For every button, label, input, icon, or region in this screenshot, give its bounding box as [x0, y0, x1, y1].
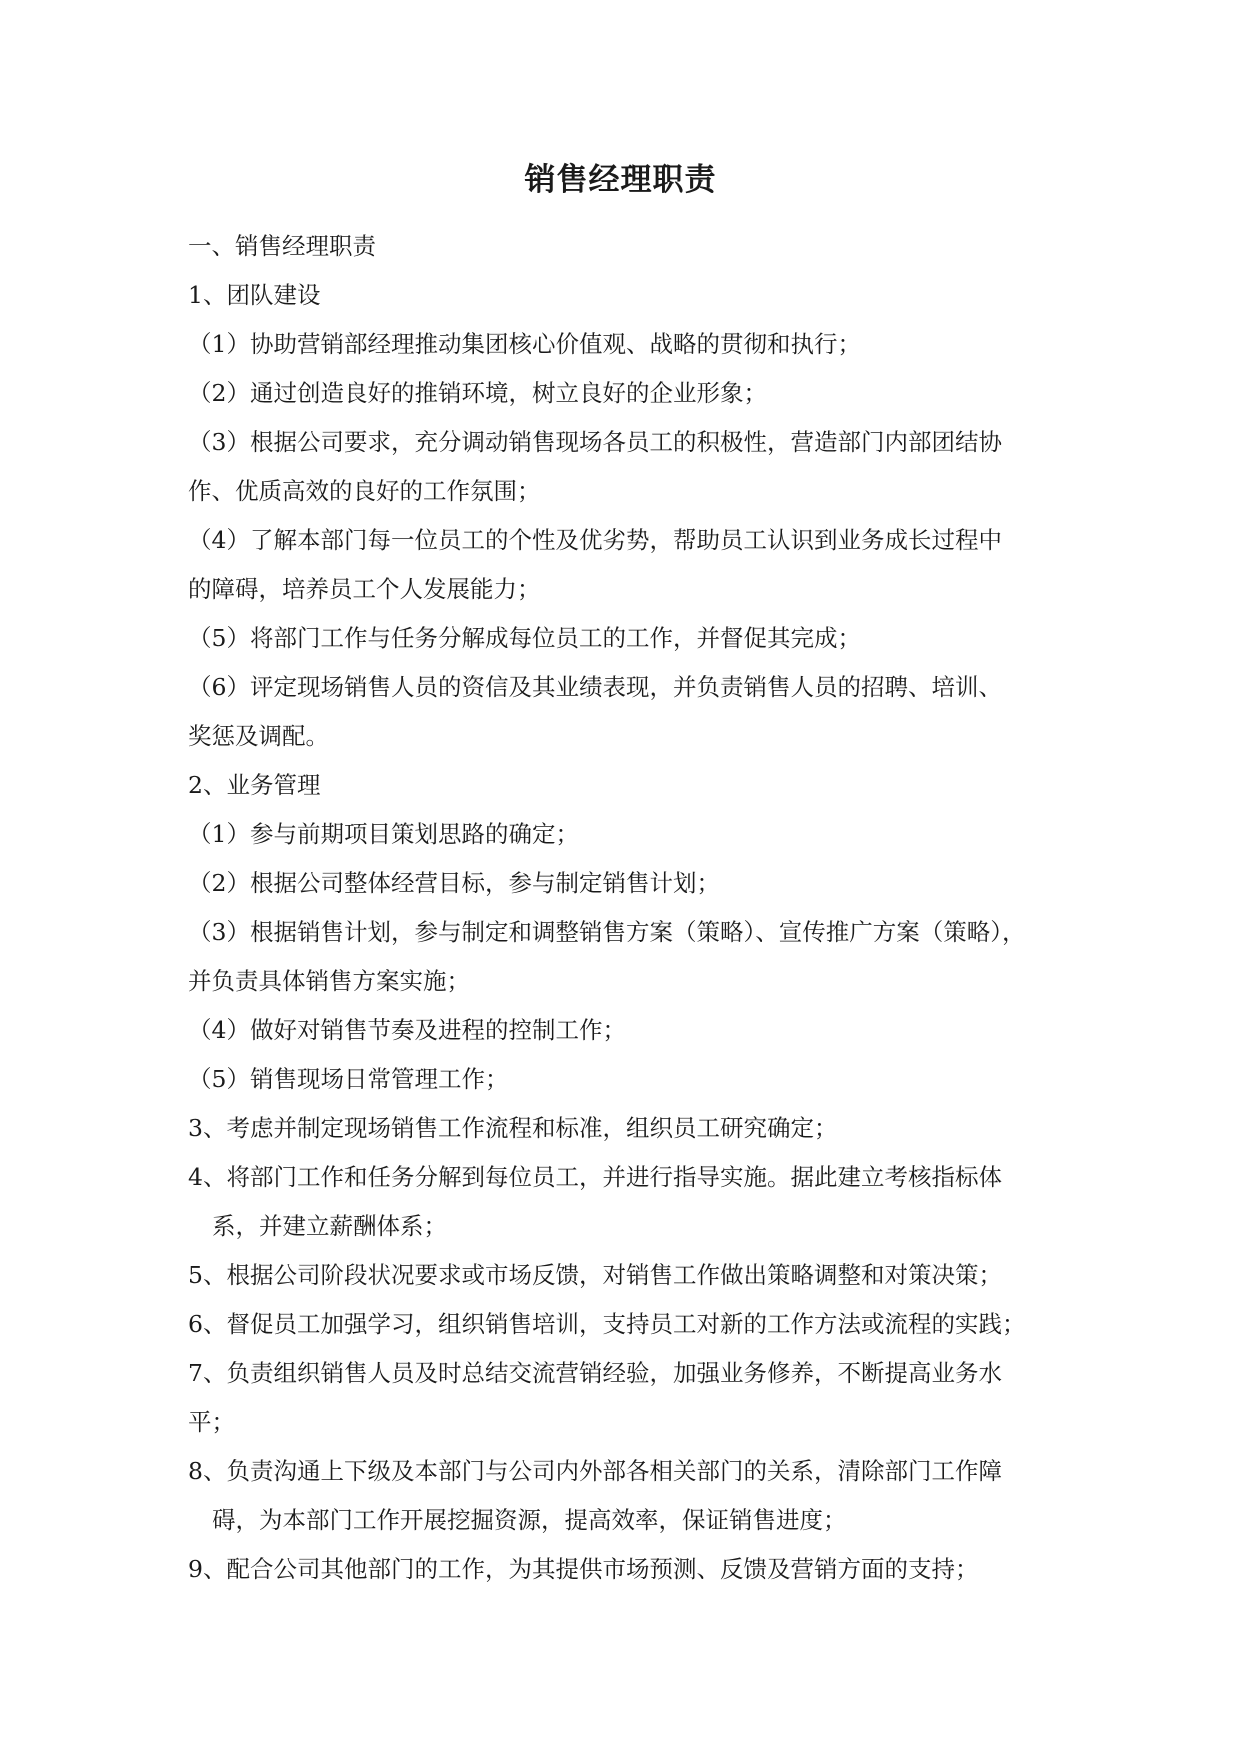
paragraph-line: （5）将部门工作与任务分解成每位员工的工作，并督促其完成； [188, 624, 861, 652]
paragraph-line: （1）参与前期项目策划思路的确定； [188, 820, 579, 848]
paragraph-line: （1）协助营销部经理推动集团核心价值观、战略的贯彻和执行； [188, 330, 861, 358]
list-item-line: 3、考虑并制定现场销售工作流程和标准，组织员工研究确定； [188, 1114, 838, 1142]
subsection-heading: 2、业务管理 [188, 771, 321, 799]
paragraph-line: 奖惩及调配。 [188, 722, 329, 750]
document-body [188, 222, 1060, 1594]
paragraph-line: 作、优质高效的良好的工作氛围； [188, 477, 541, 505]
paragraph-line: （2）通过创造良好的推销环境，树立良好的企业形象； [188, 379, 767, 407]
paragraph-line: 并负责具体销售方案实施； [188, 967, 470, 995]
paragraph-line: （6）评定现场销售人员的资信及其业绩表现，并负责销售人员的招聘、培训、 [188, 673, 1002, 701]
list-item-line: 9、配合公司其他部门的工作，为其提供市场预测、反馈及营销方面的支持； [188, 1555, 979, 1583]
list-item-line: 5、根据公司阶段状况要求或市场反馈，对销售工作做出策略调整和对策决策； [188, 1261, 1002, 1289]
paragraph-line: （3）根据公司要求，充分调动销售现场各员工的积极性，营造部门内部团结协 [188, 428, 1002, 456]
list-item-continuation: 系，并建立薪酬体系； [212, 1212, 447, 1240]
list-item-line: 6、督促员工加强学习，组织销售培训，支持员工对新的工作方法或流程的实践； [188, 1310, 1026, 1338]
document-title: 销售经理职责 [524, 162, 717, 198]
subsection-heading: 1、团队建设 [188, 281, 321, 309]
list-item-line: 7、负责组织销售人员及时总结交流营销经验，加强业务修养，不断提高业务水 [188, 1359, 1002, 1387]
paragraph-line: （5）销售现场日常管理工作； [188, 1065, 509, 1093]
paragraph-line: 的障碍，培养员工个人发展能力； [188, 575, 541, 603]
paragraph-line: （2）根据公司整体经营目标，参与制定销售计划； [188, 869, 720, 897]
paragraph-line: （4）做好对销售节奏及进程的控制工作； [188, 1016, 626, 1044]
list-item-line: 8、负责沟通上下级及本部门与公司内外部各相关部门的关系，清除部门工作障 [188, 1457, 1002, 1485]
list-item-line: 4、将部门工作和任务分解到每位员工，并进行指导实施。据此建立考核指标体 [188, 1163, 1002, 1191]
section-heading: 一、销售经理职责 [188, 232, 376, 260]
paragraph-line: （4）了解本部门每一位员工的个性及优劣势，帮助员工认识到业务成长过程中 [188, 526, 1002, 554]
list-item-continuation: 平； [188, 1408, 235, 1436]
list-item-continuation: 碍，为本部门工作开展挖掘资源，提高效率，保证销售进度； [212, 1506, 847, 1534]
paragraph-line: （3）根据销售计划，参与制定和调整销售方案（策略）、宣传推广方案（策略）， [188, 918, 1026, 946]
